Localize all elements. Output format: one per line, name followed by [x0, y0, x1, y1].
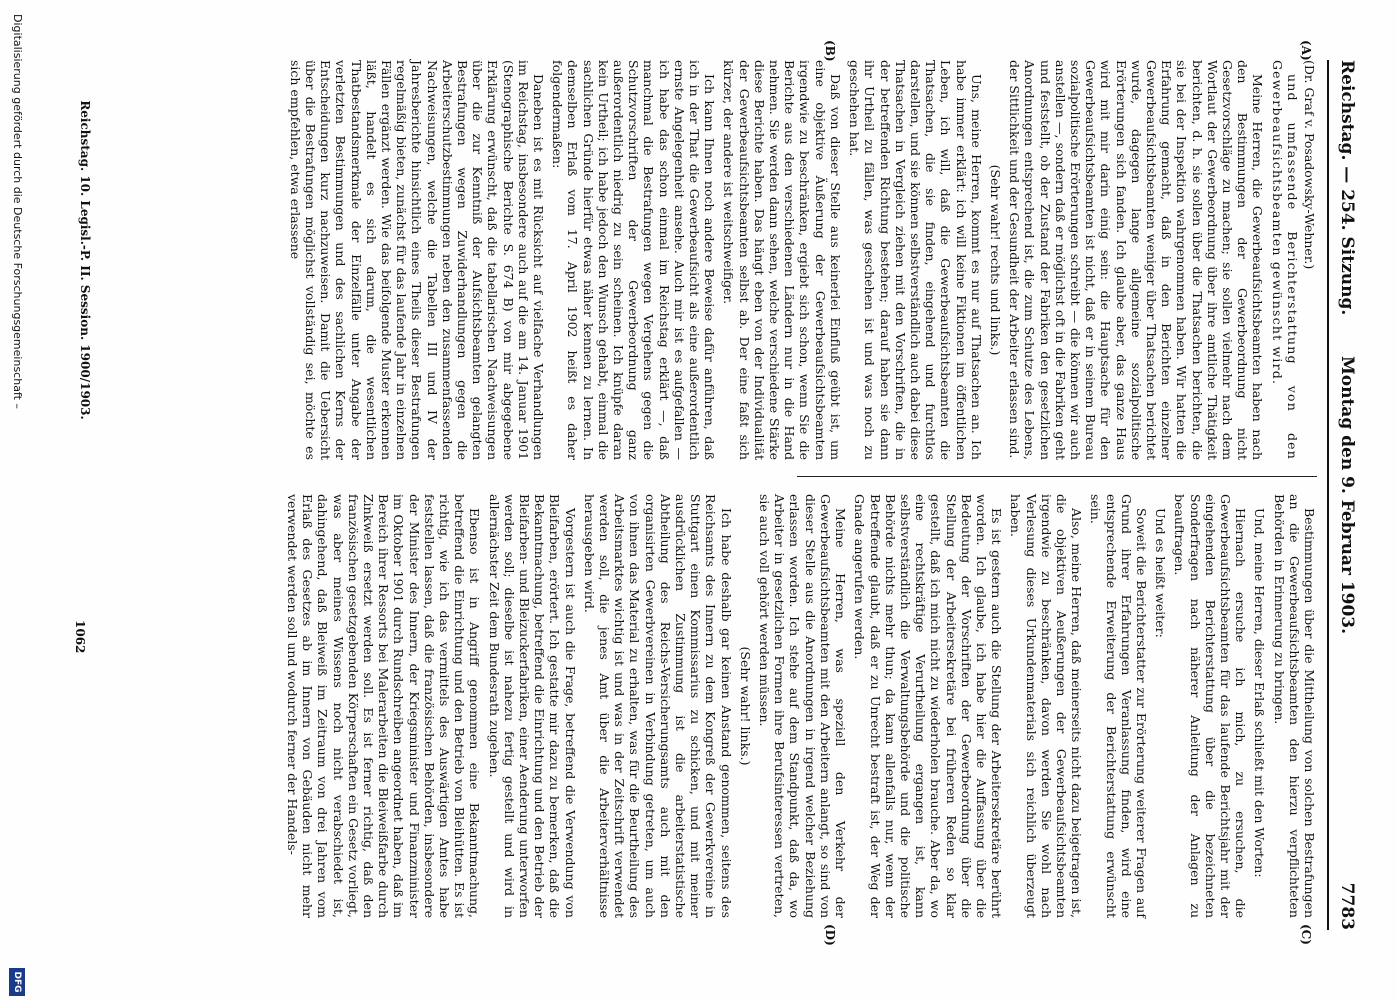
right-column: [285, 494, 1317, 918]
dfg-logo: DFG: [9, 968, 25, 996]
margin-marker-a: (A): [1299, 40, 1313, 61]
paragraph: Und es heißt weiter:: [1153, 508, 1169, 638]
quotation: Hiernach ersuche ich mich, zu ersuchen, die Gewerbeaufsichtsbeamten für das laufende Berichtsjahr mit der eingehenden Berichterstattung über die bezeichneten Sonderfragen nach näherer Anleitung der Anlagen zu beauftragen.: [1172, 494, 1249, 918]
paragraph: Und, meine Herren, dieser Erlaß schließt mit den Worten:: [1252, 508, 1268, 878]
paragraph: Ebenso ist in Angriff genommen eine Bekanntmachung, betreffend die Einrichtung und den Betrieb von Bleihütten. Es ist richtig, wie ich das vermittels des Auswärtigen Amtes habe feststellen lassen, daß die französischen Behörden, insbesondere der Minister des Innern, der Kriegsminister und Finanzminister im Oktober 1901 durch Rundschreiben angeordnet haben, daß im Bereich ihrer Ressorts bei Malerarbeiten die Bleiweißfarbe durch Zinkweiß ersetzt werden soll. Es ist ferner richtig, daß den französischen gesetzgebenden Körperschaften ein Gesetz vorliegt, was aber meines Wissens noch nicht verabschiedet ist, dahingehend, daß Bleiweiß im Zeitraum von drei Jahren vom Erlaß des Gesetzes ab im Innern von Gebäuden nicht mehr verwendet werden soll und wodurch ferner der Handels-: [285, 494, 483, 918]
margin-marker-b: (B): [823, 40, 837, 62]
speaker-label: (Dr. Graf v. Posadowsky-Wehner.): [1302, 60, 1317, 270]
paragraph: Es ist gestern auch die Stellung der Arbeitersekretäre berührt worden. Ich glaube, ich habe hier die Auffassung über die Bedeutung der Vorschriften der Gewerbeordnung über die Stellung der Arbeitersekretäre bei früheren Reden so klar gestellt, daß ich mich nicht zu wiederholen brauche. Aber da, wo eine rechtskräftige Verurtheilung ergangen ist, kann selbstverständlich die Verwaltungsbehörde und die politische Behörde nichts mehr thun; da kann allenfalls nur, wenn der Betreffende glaubt, daß er zu Unrecht bestraft ist, der Weg der Gnade angerufen werden.: [852, 494, 1005, 918]
header-rule: [1327, 60, 1329, 930]
paragraph: Also, meine Herren, daß meinerseits nicht dazu beigetragen ist, die objektiven Aeußerungen der Gewerbeaufsichtsbeamten irgendwie zu beschränken, davon werden Sie wohl nach Verlesung dieses Urkundenmaterials sich reichlich überzeugt haben.: [1008, 494, 1085, 918]
dfg-notice: Digitalisierung gefördert durch die Deutsche Forschungsgemeinschaft –: [11, 14, 24, 409]
quotation: Daneben ist es mit Rücksicht auf vielfache Verhandlungen im Reichstag, insbesondere auch auf die am 14. Januar 1901 (Stenographische Berichte S. 674 B) von mir abgegebene Erklärung erwünscht, daß die tabellarischen Nachweisungen über die zur Kenntniß der Aufsichtsbeamten gelangten Bestrafungen wegen Zuwiderhandlungen gegen die Arbeiterschutzbestimmungen neben den zusammenfassenden Nachweisungen, welche die Tabellen III und IV der Jahresberichte hinsichtlich eines Theils dieser Bestrafungen regelmäßig bieten, zunächst für das laufende Jahr in einzelnen Fällen ergänzt werden. Wie das beifolgende Muster erkennen läßt, handelt es sich darum, die wesentlichen Thatbestandsmerkmale der Einzelfälle unter Angabe der verletzten Bestimmungen und des sachlichen Kerns der Entscheidungen kurz nachzuweisen. Damit die Uebersicht über die Bestrafungen möglichst vollständig sei, möchte es sich empfehlen, etwa erlassene: [287, 60, 547, 460]
header-left: Reichstag. — 254. Sitzung.: [1337, 60, 1357, 316]
header-page-number: 7783: [1337, 882, 1357, 930]
interjection: (Sehr wahr! rechts und links.): [987, 164, 1003, 356]
header-date: Montag den 9. Februar 1903.: [1337, 355, 1357, 635]
paragraph: Daß von dieser Stelle aus keinerlei Einfluß geübt ist, um eine objektive Äußerung der Gewerbeaufsichtsbeamten irgendwie zu beschränken, ergiebt sich schon, wenn Sie die Berichte aus den verschiedenen Ländern nur in die Hand nehmen. Sie werden dann sehen, welche verschiedene Stärke diese Berichte haben. Das hängt eben von der Individualität der Gewerbeaufsichtsbeamten selbst ab. Der eine faßt sich kürzer, der andere ist weitschweifiger.: [721, 60, 843, 460]
page-footer: Reichstag. 10. Legisl.-P. II. Session. 1900/1903.: [78, 100, 92, 420]
paragraph: Ich habe deshalb gar keinen Anstand genommen, seitens des Reichsamts des Innern zu dem Kongreß der Gewerkvereine in Stuttgart einen Kommissarius zu schicken, und mit meiner ausdrücklichen Zustimmung ist die arbeiterstatistische Abtheilung des Reichs-Versicherungsamts auch mit den organisirten Gewerbvereinen in Verbindung getreten, um auch von ihnen das Material zu erhalten, was für die Beurtheilung des Arbeitsmarktes wichtig ist und was in der Zeitschrift verwendet werden soll, die jenes Amt über die Arbeiterverhältnisse herausgeben wird.: [581, 494, 734, 918]
paragraph: Uns, meine Herren, kommt es nur auf Thatsachen an. Ich habe immer erklärt: ich will keine Fiktionen im öffentlichen Leben, ich will, daß die Gewerbeaufsichtsbeamten die Thatsachen, die sie finden, eingehend und furchtlos darstellen, und sie können selbstverständlich auch dabei diese Thatsachen in Vergleich ziehen mit den Vorschriften, die in der betreffenden Richtung bestehen; darauf haben sie dann ihr Urtheil zu fällen, was geschehen ist und was noch zu geschehen hat.: [847, 60, 984, 460]
margin-marker-c: (C): [1299, 924, 1313, 945]
dfg-funding-strip: [7, 0, 27, 1000]
footer-page-number: 1062: [73, 620, 87, 654]
page-header: [1333, 60, 1357, 930]
interjection: (Sehr wahr! links.): [737, 646, 753, 766]
left-column: [287, 60, 1317, 460]
paragraph: Meine Herren, was speziell den Verkehr der Gewerbeaufsichtsbeamten mit den Arbeitern anlangt, so sind von dieser Stelle aus die Anordnungen in irgend welcher Beziehung erlassen worden. Ich stehe auf dem Standpunkt, daß da, wo Arbeiter in gesetzlichen Formen ihre Berufsinteressen vertreten, sie auch voll gehört werden müssen.: [757, 494, 849, 918]
paragraph: und umfassende Berichterstattung von den Gewerbeaufsichtsbeamten gewünscht wird.: [1269, 60, 1300, 460]
paragraph: Ich kann Ihnen noch andere Beweise dafür anführen, daß ich in der That die Gewerbeaufsicht als eine außerordentlich ernste Angelegenheit ansehe. Auch mir ist es aufgefallen — ich habe das schon einmal im Reichstag erklärt —, daß manchmal die Bestrafungen wegen Vergehens gegen die Schutzvorschriften der Gewerbeordnung ganz außerordentlich niedrig zu sein scheinen. Ich knüpfe daran kein Urtheil; ich habe jedoch den Wunsch gehabt, einmal die sachlichen Gründe hierfür etwas näher kennen zu lernen. In demselben Erlaß vom 17. April 1902 heißt es daher folgendermaßen:: [550, 60, 718, 460]
quotation: Bestimmungen über die Mittheilung von solchen Bestrafungen an die Gewerbeaufsichtsbeamten den hierzu verpflichteten Behörden in Erinnerung zu bringen.: [1271, 494, 1317, 918]
quotation: Soweit die Berichterstatter zur Erörterung weiterer Fragen auf Grund ihrer Erfahrungen Veranlassung finden, wird eine entsprechende Erweiterung der Berichterstattung erwünscht sein.: [1088, 494, 1149, 918]
margin-marker-d: (D): [823, 924, 837, 946]
column-divider: [797, 476, 1317, 477]
paragraph: Vorgestern ist auch die Frage, betreffend die Verwendung von Bleifarben, erörtert. Ich gestatte mir dazu zu bemerken, daß die Bekanntmachung, betreffend die Einrichtung und den Betrieb der Bleifarben- und Bleizuckerfabriken, einer Aenderung unterworfen werden soll; dieselbe ist nahezu fertig gestellt und wird in allernächster Zeit dem Bundesrath zugehen.: [486, 494, 578, 918]
paragraph: Meine Herren, die Gewerbeaufsichtsbeamten haben nach den Bestimmungen der Gewerbeordnung nicht Gesetzvorschläge zu machen; sie sollen vielmehr nach dem Wortlaut der Gewerbeordnung über ihre amtliche Thätigkeit berichten, d. h. sie sollen über die Thatsachen berichten, die sie bei der Inspektion wahrgenommen haben. Wir hatten die Erfahrung gemacht, daß in den Berichten einzelner Gewerbeaufsichtsbeamten weniger über Thatsachen berichtet wurde, dagegen lange allgemeine sozialpolitische Erörterungen sich fanden. Ich glaube aber, das ganze Haus wird mit mir darin einig sein: die Hauptsache für den Gewerbeaufsichtsbeamten ist nicht, daß er in seinem Bureau sozialpolitische Erörterungen schreibt — die können wir auch anstellen —, sondern daß er möglichst oft in die Fabriken geht und feststellt, ob der Zustand der Fabriken den gesetzlichen Anordnungen entsprechend ist, die zum Schutze des Lebens, der Sittlichkeit und der Gesundheit der Arbeiter erlassen sind.: [1007, 60, 1266, 460]
